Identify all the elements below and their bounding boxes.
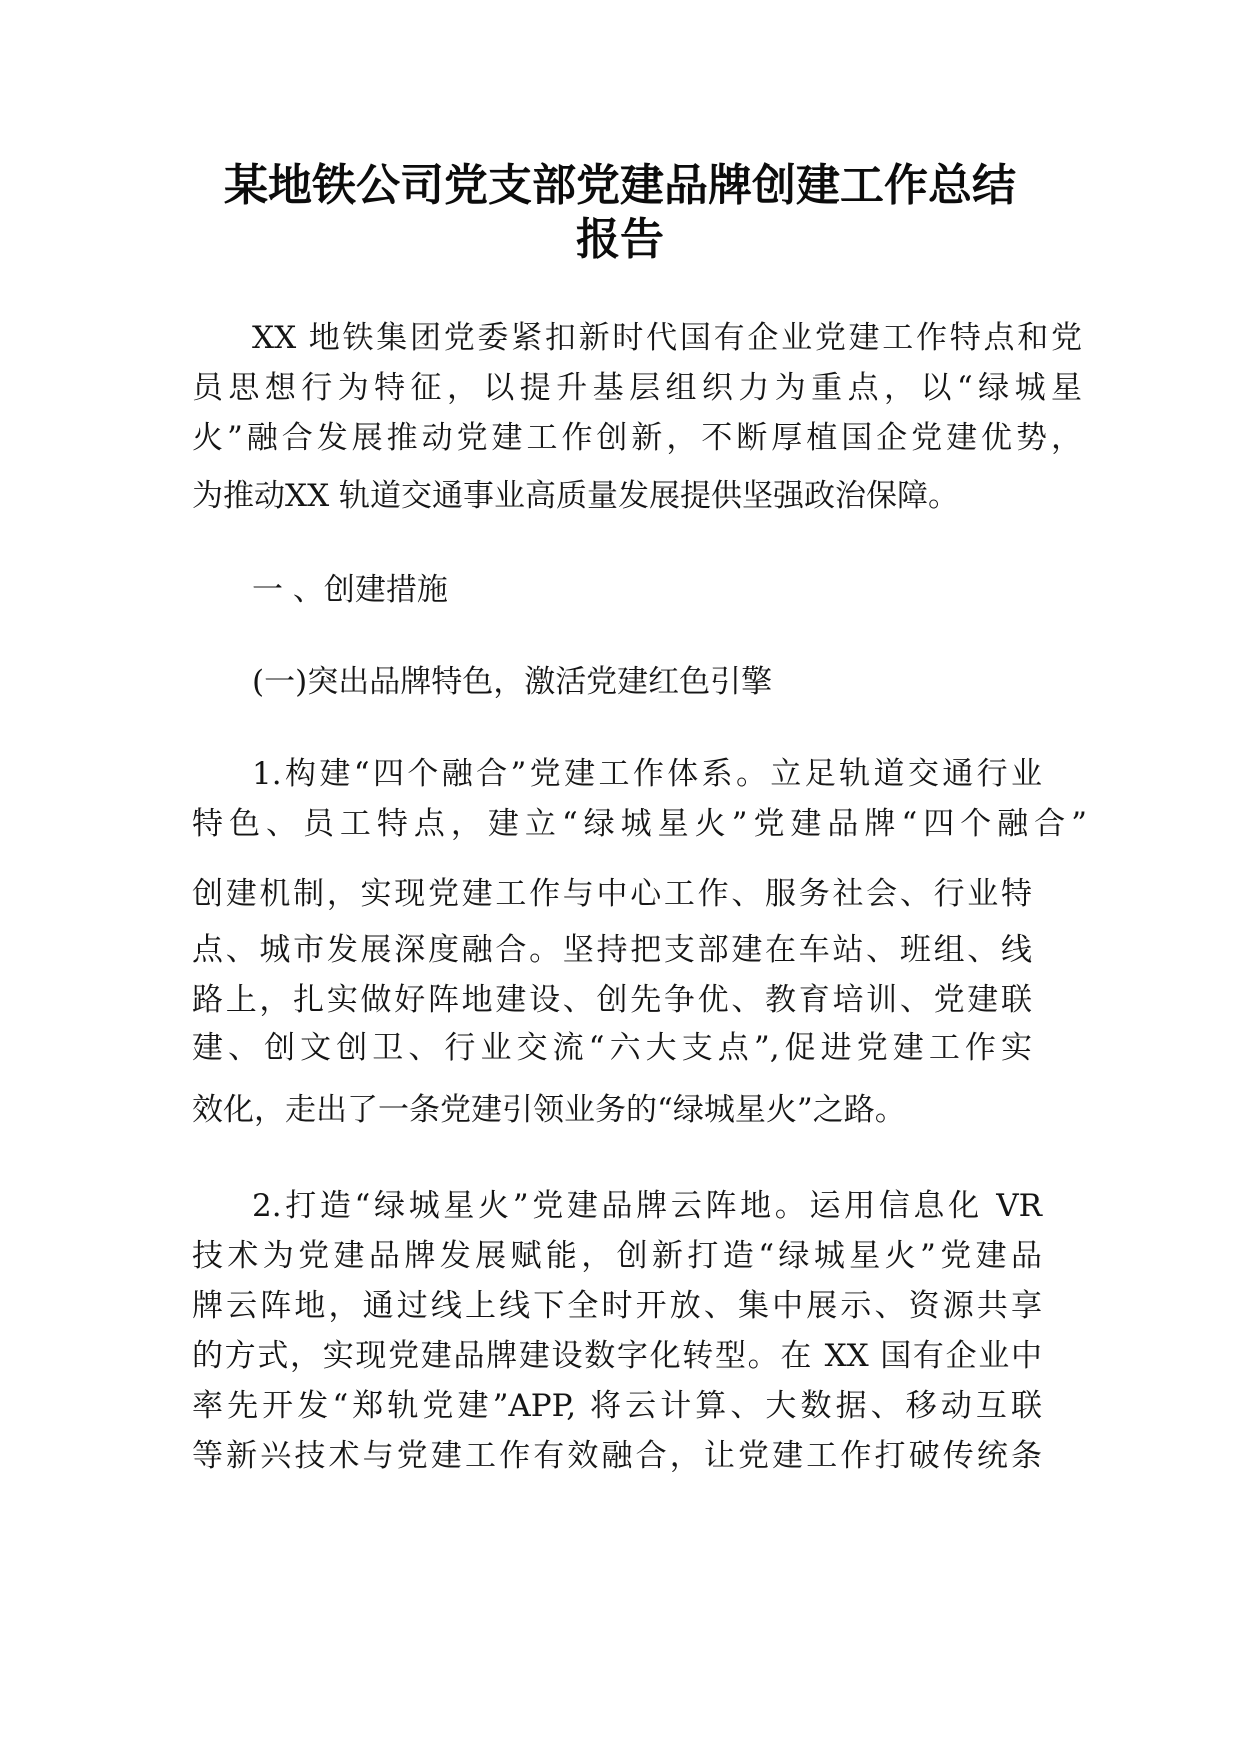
item-2-line: 率先开发“郑轨党建”APP, 将云计算、大数据、移动互联 xyxy=(192,1388,1042,1424)
item-1-line: 效化，走出了一条党建引领业务的“绿城星火”之路。 xyxy=(192,1092,906,1128)
intro-paragraph-line: 员思想行为特征，以提升基层组织力为重点，以“绿城星 xyxy=(192,370,1082,406)
item-2-line: 等新兴技术与党建工作有效融合，让党建工作打破传统条 xyxy=(192,1438,1042,1474)
section-heading: 一 、创建措施 xyxy=(252,572,448,608)
intro-paragraph-line: XX 地铁集团党委紧扣新时代国有企业党建工作特点和党 xyxy=(252,320,1082,356)
document-title-line-1: 某地铁公司党支部党建品牌创建工作总结 xyxy=(224,160,1016,211)
item-2-line: 2.打造“绿城星火”党建品牌云阵地。运用信息化 VR xyxy=(252,1188,1042,1224)
item-1-line: 点、城市发展深度融合。坚持把支部建在车站、班组、线 xyxy=(192,932,1032,968)
item-1-line: 创建机制，实现党建工作与中心工作、服务社会、行业特 xyxy=(192,876,1032,912)
item-2-line: 牌云阵地，通过线上线下全时开放、集中展示、资源共享 xyxy=(192,1288,1042,1324)
item-2-line: 技术为党建品牌发展赋能，创新打造“绿城星火”党建品 xyxy=(192,1238,1042,1274)
intro-paragraph-line: 为推动XX 轨道交通事业高质量发展提供坚强政治保障。 xyxy=(192,478,959,514)
item-1-line: 路上，扎实做好阵地建设、创先争优、教育培训、党建联 xyxy=(192,982,1032,1018)
item-1-line: 特色、员工特点，建立“绿城星火”党建品牌“四个融合” xyxy=(192,806,1087,842)
item-2-line: 的方式，实现党建品牌建设数字化转型。在 XX 国有企业中 xyxy=(192,1338,1042,1374)
item-1-line: 建、创文创卫、行业交流“六大支点”,促进党建工作实 xyxy=(192,1030,1032,1066)
intro-paragraph-line: 火”融合发展推动党建工作创新，不断厚植国企党建优势， xyxy=(192,420,1082,456)
document-title-line-2: 报告 xyxy=(576,214,664,265)
item-1-line: 1.构建“四个融合”党建工作体系。立足轨道交通行业 xyxy=(252,756,1042,792)
subsection-heading: (一)突出品牌特色，激活党建红色引擎 xyxy=(252,664,773,700)
